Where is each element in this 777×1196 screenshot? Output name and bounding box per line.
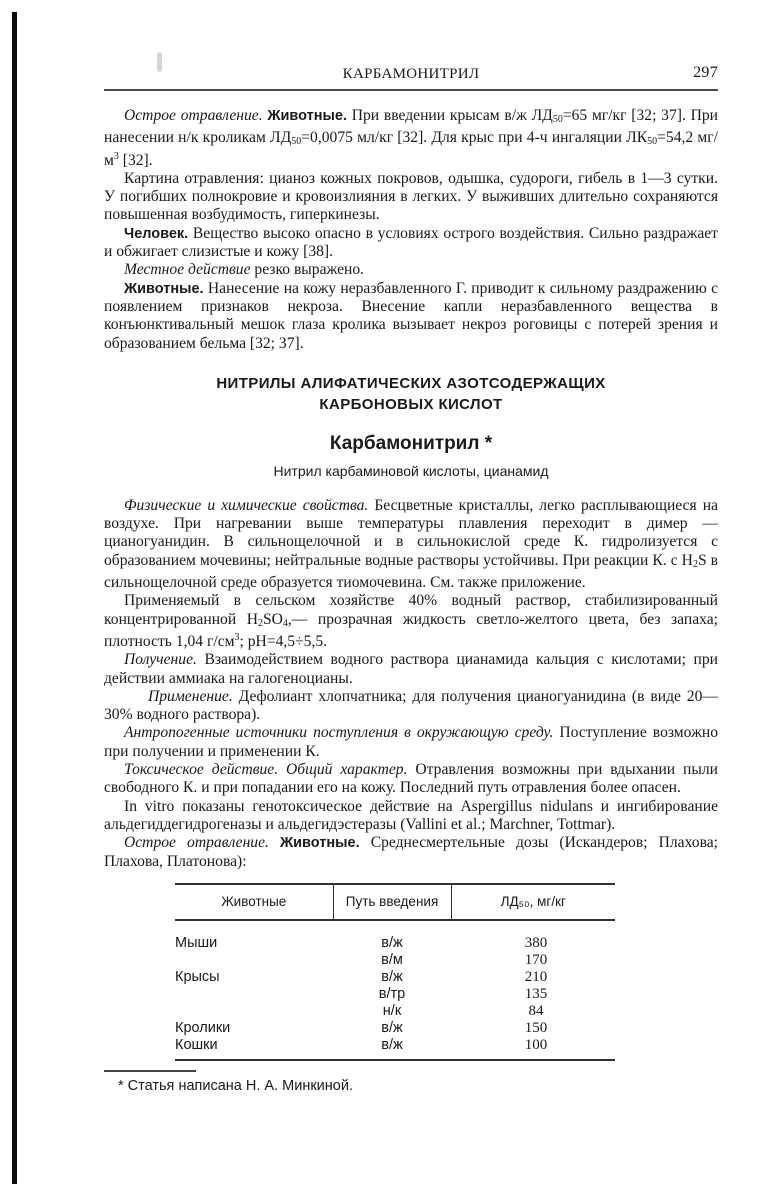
text-run: Среднесмертельные дозы (Искандеров; Плахова; Плахова, Платонова):: [104, 834, 718, 870]
italic-run: Острое отравление.: [124, 107, 263, 124]
running-head: [104, 60, 718, 86]
section-heading-line-2: КАРБОНОВЫХ КИСЛОТ: [319, 395, 503, 413]
cell-dose: 170: [524, 951, 548, 968]
subscript: 4: [282, 617, 288, 629]
text-run: При введении крысам в/ж ЛД: [346, 107, 553, 124]
paragraph: [104, 651, 718, 688]
subscript: 2: [257, 617, 263, 629]
bold-run: Животные.: [280, 835, 360, 852]
cell-dose: 380: [524, 934, 548, 951]
paragraph: [104, 497, 718, 592]
table-row: [175, 952, 615, 969]
section-heading: [104, 373, 718, 415]
text-run: =54,2 мг/м: [104, 129, 718, 169]
italic-run: Антропогенные источники поступления в окружающую среду.: [124, 724, 554, 742]
cell-route: в/ж: [381, 1019, 403, 1036]
text-run: [32].: [118, 151, 153, 169]
cell-animal: [175, 1003, 333, 1020]
text-run: In vitro показаны генотоксическое действие на Aspergillus nidulans и ингибирование альдегиддегидрогеназы и альдегидэстеразы (Vallini et al.; Marchner, Tottmar).: [104, 797, 718, 833]
book-page: [104, 60, 718, 1061]
text-run: Бесцветные кристаллы, легко расплывающиеся на воздухе. При нагревании выше температуры плавления переходит в димер — цианогуанидин. В сильнощелочной и в сильнокислой среде К. гидролизуется с образованием мочевины; нейтральные водные растворы устойчивы. При реакции К. с H: [104, 496, 718, 569]
text-run: =65 мг/кг [32; 37]. При нанесении н/к кроликам ЛД: [104, 107, 718, 147]
italic-run: Физические и химические свойства.: [124, 496, 369, 514]
subscript: 50: [291, 136, 302, 148]
header-rule: [104, 89, 718, 91]
text-run: Применяемый в сельском хозяйстве 40% водный раствор, стабилизированный концентрированной H: [104, 592, 718, 628]
text-run: Отравления возможны при вдыхании пыли свободного К. и при попадании его на кожу. Последний путь отравления более опасен.: [104, 761, 719, 797]
text-run: ; pH=4,5÷5,5.: [239, 632, 328, 650]
subscript: 50: [647, 136, 658, 148]
paragraph: [104, 107, 718, 170]
text-run: ,— прозрачная жидкость светло-желтого цвета, без запаха; плотность 1,04 г/см: [104, 610, 718, 650]
italic-run: Получение.: [124, 651, 197, 669]
italic-run: Местное действие: [124, 261, 251, 279]
superscript: 3: [113, 150, 119, 162]
text-run: Нанесение на кожу неразбавленного Г. приводит к сильному раздражению с появлением признаков некроза. Внесение капли неразбавленного вещества в конъюнктивальный мешок глаза кролика вызывает некроз роговицы с потерей зрения и образованием бельма [32; 37].: [104, 279, 718, 352]
cell-route: в/ж: [333, 1037, 451, 1060]
article-text-block: [104, 497, 718, 871]
running-head-title: КАРБАМОНИТРИЛ: [342, 66, 480, 82]
column-header-ld50: ЛД₅₀, мг/кг: [451, 884, 615, 920]
italic-run: Применение.: [148, 687, 233, 705]
text-run: S в сильнощелочной среде образуется тиомочевина. См. также приложение.: [104, 551, 719, 592]
bold-run: Животные.: [267, 108, 347, 124]
cell-dose: 84: [528, 1002, 544, 1019]
paragraph: [104, 592, 718, 651]
cell-route: в/ж: [381, 968, 403, 985]
cell-dose: 100: [451, 1037, 615, 1060]
text-run: резко выражено.: [250, 261, 365, 279]
cell-animal: Кролики: [175, 1019, 231, 1036]
bold-run: Человек.: [124, 225, 189, 242]
column-header-animals: Животные: [175, 884, 333, 920]
text-run: Поступление возможно при получении и применении К.: [104, 724, 718, 760]
table-header-row: [175, 884, 615, 920]
article-subtitle: Нитрил карбаминовой кислоты, цианамид: [273, 462, 549, 479]
paragraph: [104, 280, 718, 353]
subscript: 50: [552, 114, 563, 125]
paragraph: [104, 225, 718, 262]
column-header-route: Путь введения: [333, 884, 451, 920]
cell-animal: Кошки: [175, 1037, 333, 1060]
cell-route: в/ж: [381, 934, 403, 951]
table-row: [175, 920, 615, 952]
paragraph: [104, 724, 718, 761]
cell-dose: 135: [524, 985, 548, 1002]
cell-dose: 150: [524, 1019, 548, 1036]
cell-dose: 210: [524, 968, 548, 985]
paragraph: [104, 170, 718, 225]
scan-edge-shadow: [12, 12, 17, 1184]
text-run: Картина отравления: цианоз кожных покровов, одышка, судороги, гибель в 1—3 сутки. У погибших полнокровие и кровоизлияния в легких. У выживших длительно сохраняются повышенная возбудимость, гиперкинезы.: [104, 169, 718, 224]
text-run: Дефолиант хлопчатника; для получения цианогуанидина (в виде 20—30% водного раствора).: [104, 687, 718, 724]
table-row: [175, 969, 615, 986]
paragraph: [104, 761, 718, 798]
cell-route: в/м: [381, 951, 403, 968]
top-text-block: [104, 107, 718, 353]
paragraph: [104, 261, 718, 279]
cell-animal: Крысы: [175, 968, 220, 985]
subscript: 2: [692, 558, 698, 570]
paragraph: [104, 798, 718, 835]
page-number: 297: [693, 64, 718, 81]
bold-run: Животные.: [124, 280, 204, 297]
cell-animal: [175, 952, 333, 969]
ld50-table: [175, 883, 615, 1061]
text-run: [269, 834, 280, 851]
cell-route: в/тр: [378, 985, 406, 1002]
table-row: [175, 1020, 615, 1037]
section-heading-line-1: НИТРИЛЫ АЛИФАТИЧЕСКИХ АЗОТСОДЕРЖАЩИХ: [216, 374, 606, 392]
table-body: [175, 920, 615, 1060]
paragraph: [104, 688, 718, 725]
text-run: Вещество высоко опасно в условиях острого воздействия. Сильно раздражает и обжигает слизистые и кожу [38].: [104, 224, 718, 261]
text-run: Взаимодействием водного раствора цианамида кальция с кислотами; при действии аммиака на галогеноцианы.: [104, 651, 718, 687]
footnote-rule: [104, 1070, 196, 1072]
superscript: 3: [234, 631, 240, 643]
cell-animal: [175, 986, 333, 1003]
table-row: [175, 1037, 615, 1060]
paragraph: [104, 834, 718, 871]
italic-run: Токсическое действие. Общий характер.: [124, 761, 408, 779]
cell-animal: Мыши: [175, 934, 218, 951]
footnote: * Статья написана Н. А. Минкиной.: [118, 1078, 353, 1094]
table-row: [175, 986, 615, 1003]
article-title: Карбамонитрил *: [329, 432, 493, 454]
text-run: SO: [262, 610, 283, 628]
cell-route: н/к: [382, 1002, 402, 1019]
italic-run: Острое отравление.: [124, 834, 269, 852]
table-row: [175, 1003, 615, 1020]
text-run: =0,0075 мл/кг [32]. Для крыс при 4-ч ингаляции ЛК: [301, 129, 648, 147]
